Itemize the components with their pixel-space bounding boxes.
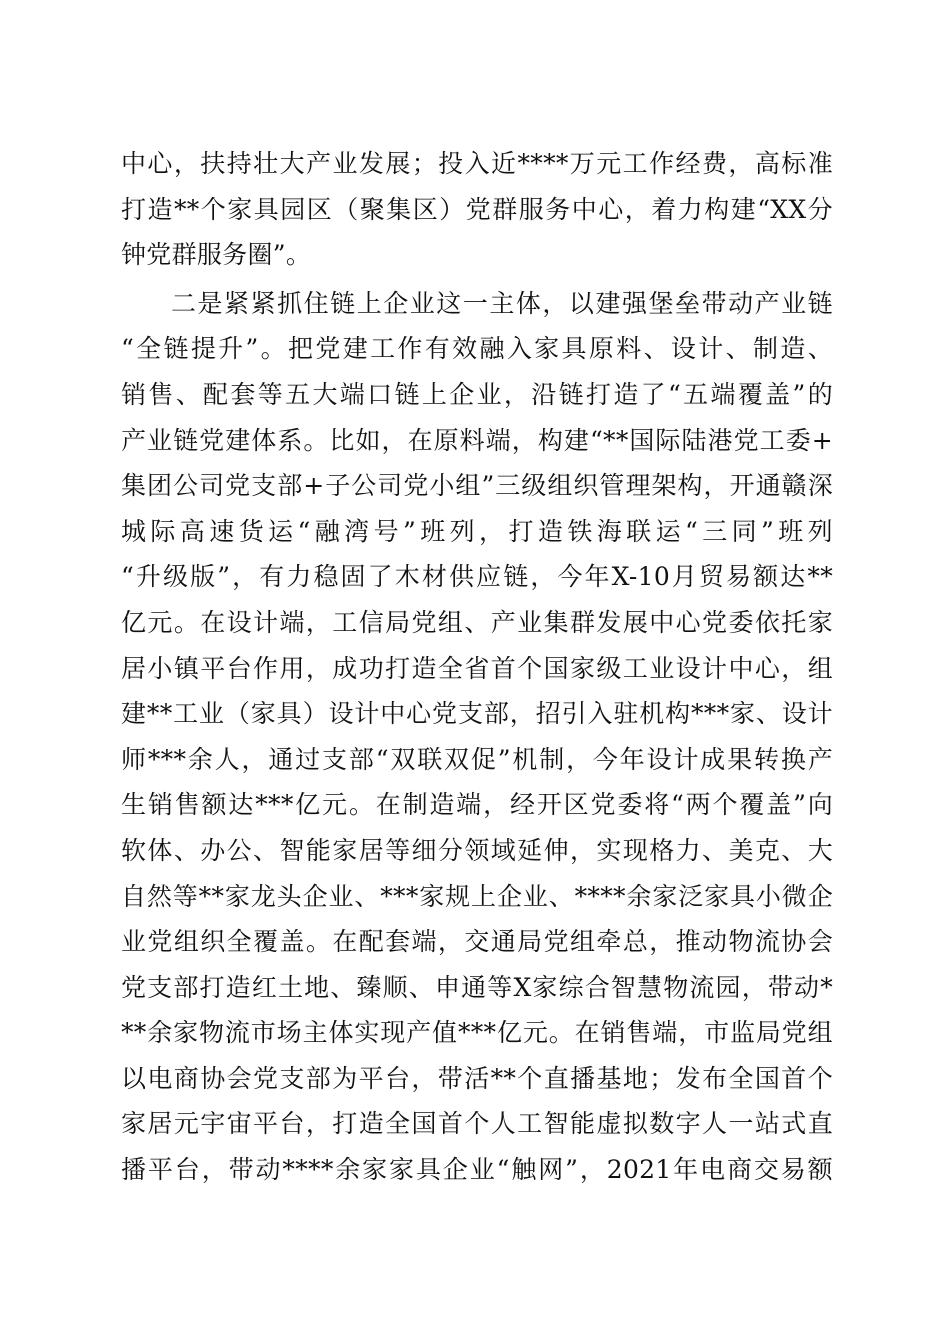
paragraph-line: 自然等**家龙头企业、***家规上企业、****余家泛家具小微企	[121, 881, 833, 911]
paragraph-line: 家居元宇宙平台，打造全国首个人工智能虚拟数字人一站式直	[121, 1109, 833, 1139]
paragraph-line: “全链提升”。把党建工作有效融入家具原料、设计、制造、	[121, 334, 833, 364]
paragraph-line: 二是紧紧抓住链上企业这一主体，以建强堡垒带动产业链	[171, 288, 833, 318]
paragraph-line: 生销售额达***亿元。在制造端，经开区党委将“两个覆盖”向	[121, 790, 833, 820]
paragraph-line: 业党组织全覆盖。在配套端，交通局党组牵总，推动物流协会	[121, 927, 833, 957]
paragraph-line: 销售、配套等五大端口链上企业，沿链打造了“五端覆盖”的	[121, 379, 833, 409]
paragraph-line: 亿元。在设计端，工信局党组、产业集群发展中心党委依托家	[121, 607, 833, 637]
paragraph-line: 居小镇平台作用，成功打造全省首个国家级工业设计中心，组	[121, 653, 833, 683]
paragraph-line: 建**工业（家具）设计中心党支部，招引入驻机构***家、设计	[121, 699, 833, 729]
paragraph-line: 产业链党建体系。比如，在原料端，构建“**国际陆港党工委+	[121, 425, 833, 455]
paragraph-line: 播平台，带动****余家家具企业“触网”，2021年电商交易额	[121, 1155, 833, 1185]
paragraph-line: 党支部打造红土地、臻顺、申通等X家综合智慧物流园，带动*	[121, 972, 833, 1002]
paragraph-line: 钟党群服务圈”。	[121, 240, 312, 270]
document-body	[121, 141, 833, 1193]
paragraph-line: 以电商协会党支部为平台，带活**个直播基地；发布全国首个	[121, 1063, 833, 1093]
paragraph-line: 集团公司党支部+子公司党小组”三级组织管理架构，开通赣深	[121, 471, 833, 501]
paragraph-line: “升级版”，有力稳固了木材供应链，今年X-10月贸易额达**	[121, 562, 833, 592]
paragraph-line: 软体、办公、智能家居等细分领域延伸，实现格力、美克、大	[121, 835, 833, 865]
paragraph-1	[121, 141, 833, 278]
paragraph-line: **余家物流市场主体实现产值***亿元。在销售端，市监局党组	[121, 1018, 833, 1048]
paragraph-line: 城际高速货运“融湾号”班列，打造铁海联运“三同”班列	[121, 516, 833, 546]
paragraph-line: 中心，扶持壮大产业发展；投入近****万元工作经费，高标准	[121, 149, 833, 178]
paragraph-line: 打造**个家具园区（聚集区）党群服务中心，着力构建“XX分	[121, 194, 833, 224]
paragraph-2	[121, 281, 833, 1193]
paragraph-line: 师***余人，通过支部“双联双促”机制，今年设计成果转换产	[121, 744, 833, 774]
